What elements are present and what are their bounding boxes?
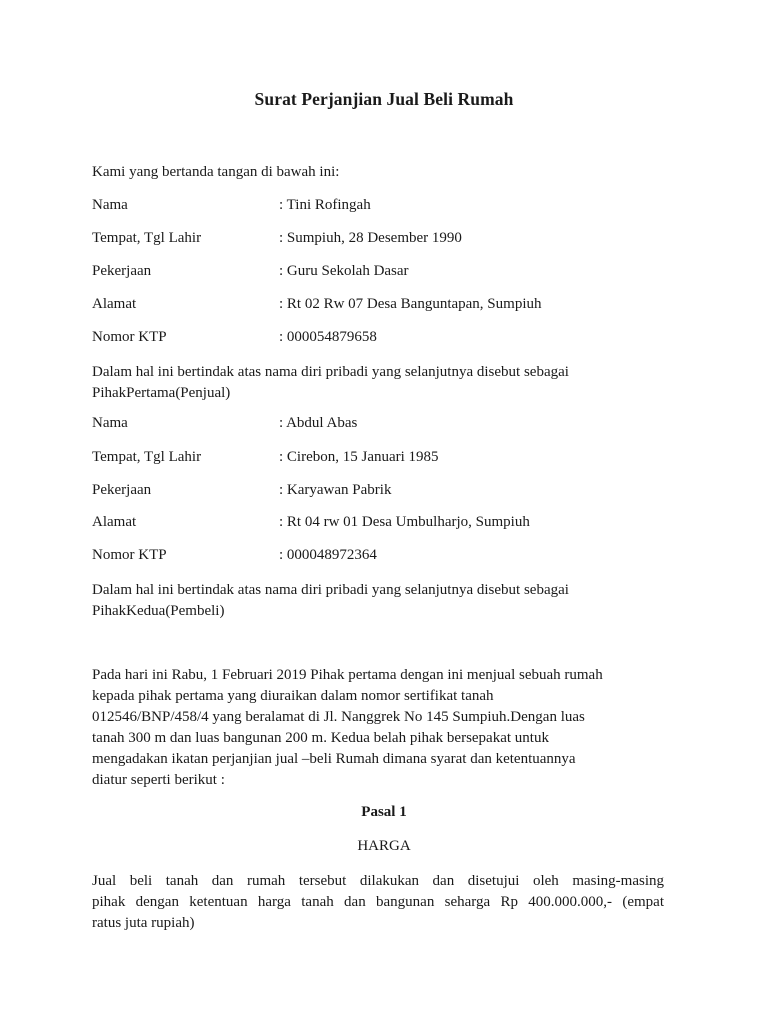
party1-ktp-label: Nomor KTP: [92, 329, 167, 345]
party2-birth-value: : Cirebon, 15 Januari 1985: [279, 449, 439, 465]
party1-birth-label: Tempat, Tgl Lahir: [92, 230, 202, 246]
party1-ktp-value: : 000054879658: [279, 329, 377, 345]
party2-ktp-label: Nomor KTP: [92, 547, 167, 563]
party2-birth-label: Tempat, Tgl Lahir: [92, 449, 202, 465]
pasal1-line: ratus juta rupiah): [92, 915, 195, 931]
party2-statement-line: Dalam hal ini bertindak atas nama diri pribadi yang selanjutnya disebut sebagai: [92, 582, 569, 598]
party1-birth-value: : Sumpiuh, 28 Desember 1990: [279, 230, 462, 246]
party2-ktp-value: : 000048972364: [279, 547, 377, 563]
pasal1-line: Jual beli tanah dan rumah tersebut dilakukan dan disetujui oleh masing-masing: [92, 873, 664, 889]
document-title: Surat Perjanjian Jual Beli Rumah: [254, 89, 514, 109]
agreement-line: 012546/BNP/458/4 yang beralamat di Jl. Nanggrek No 145 Sumpiuh.Dengan luas: [92, 709, 585, 725]
party1-statement-line: Dalam hal ini bertindak atas nama diri pribadi yang selanjutnya disebut sebagai: [92, 364, 569, 380]
party1-name-value: : Tini Rofingah: [279, 197, 371, 213]
party1-job-value: : Guru Sekolah Dasar: [279, 263, 409, 279]
party2-address-value: : Rt 04 rw 01 Desa Umbulharjo, Sumpiuh: [279, 514, 530, 530]
pasal1-heading: Pasal 1: [361, 804, 407, 820]
party1-job-label: Pekerjaan: [92, 263, 152, 279]
party1-address-label: Alamat: [92, 296, 137, 312]
pasal1-body: [92, 871, 664, 934]
pasal1-line: pihak dengan ketentuan harga tanah dan bangunan seharga Rp 400.000.000,- (empat: [92, 894, 664, 910]
party2-name-value: : Abdul Abas: [279, 415, 358, 431]
party2-statement-line: PihakKedua(Pembeli): [92, 603, 225, 619]
party2-name-label: Nama: [92, 415, 128, 431]
party2-address-label: Alamat: [92, 514, 137, 530]
party1-address-value: : Rt 02 Rw 07 Desa Banguntapan, Sumpiuh: [279, 296, 542, 312]
agreement-line: kepada pihak pertama yang diuraikan dalam nomor sertifikat tanah: [92, 688, 494, 704]
agreement-line: Pada hari ini Rabu, 1 Februari 2019 Pihak pertama dengan ini menjual sebuah rumah: [92, 667, 603, 683]
agreement-line: mengadakan ikatan perjanjian jual –beli Rumah dimana syarat dan ketentuannya: [92, 751, 576, 767]
party1-statement-line: PihakPertama(Penjual): [92, 385, 231, 401]
agreement-line: diatur seperti berikut :: [92, 772, 225, 788]
party1-name-label: Nama: [92, 197, 128, 213]
party2-job-label: Pekerjaan: [92, 482, 152, 498]
party1-statement: [92, 362, 664, 404]
intro-text: Kami yang bertanda tangan di bawah ini:: [92, 164, 340, 180]
agreement-paragraph: [92, 665, 664, 791]
agreement-line: tanah 300 m dan luas bangunan 200 m. Kedua belah pihak bersepakat untuk: [92, 730, 549, 746]
party2-job-value: : Karyawan Pabrik: [279, 482, 392, 498]
pasal1-subheading: HARGA: [357, 838, 411, 854]
party2-statement: [92, 580, 664, 622]
